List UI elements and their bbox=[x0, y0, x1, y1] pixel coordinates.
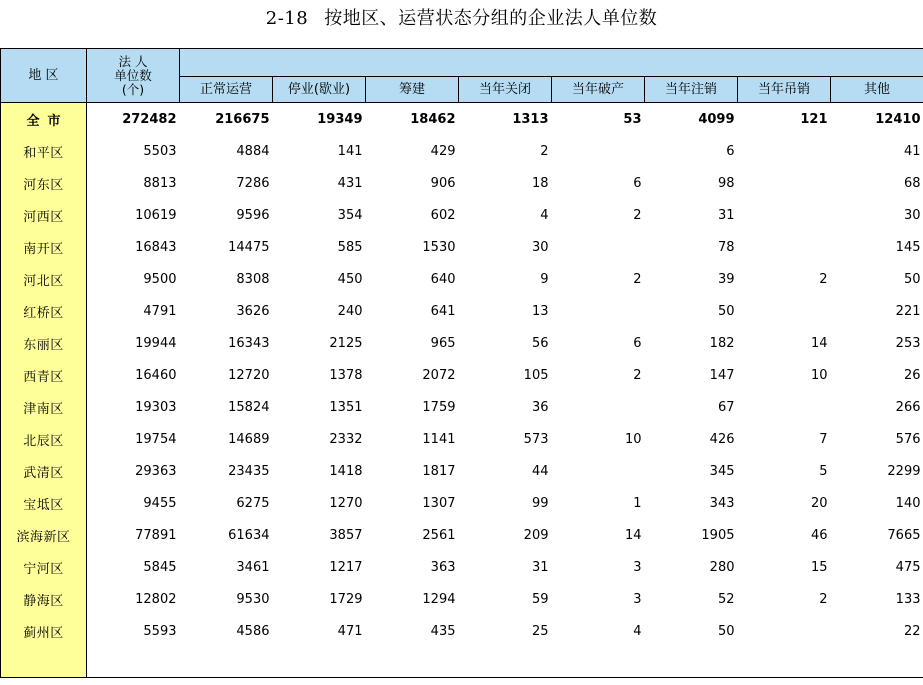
cell-closed: 36 bbox=[531, 399, 549, 415]
cell-bankrupt: 4 bbox=[633, 623, 642, 639]
cell-normal: 14475 bbox=[228, 239, 270, 255]
cell-revoked bbox=[738, 295, 831, 327]
cell-other: 221 bbox=[895, 303, 921, 319]
cell-other: 576 bbox=[895, 431, 921, 447]
cell-normal: 4884 bbox=[236, 143, 270, 159]
cell-suspended: 2332 bbox=[329, 431, 363, 447]
cell-other: 22 bbox=[903, 623, 921, 639]
header-total bbox=[87, 49, 180, 103]
cell-revoked bbox=[738, 615, 831, 647]
cell-cancelled: 78 bbox=[717, 239, 735, 255]
cell-other: 41 bbox=[903, 143, 921, 159]
cell-normal: 216675 bbox=[180, 103, 273, 136]
cell-region: 河西区 bbox=[1, 199, 87, 231]
cell-revoked: 2 bbox=[819, 271, 828, 287]
cell-total: 9500 bbox=[143, 271, 177, 287]
table-title bbox=[0, 4, 923, 30]
enterprise-table bbox=[0, 48, 923, 678]
cell-bankrupt bbox=[552, 231, 645, 263]
cell-total: 19944 bbox=[135, 335, 177, 351]
cell-bankrupt bbox=[552, 295, 645, 327]
header-col-closed: 当年关闭 bbox=[459, 77, 552, 103]
table-row bbox=[1, 295, 923, 327]
cell-total: 5845 bbox=[143, 559, 177, 575]
cell-region: 宝坻区 bbox=[1, 487, 87, 519]
cell-bankrupt: 14 bbox=[624, 527, 642, 543]
cell-normal: 15824 bbox=[228, 399, 270, 415]
cell-preparing: 1141 bbox=[422, 431, 456, 447]
cell-bankrupt: 2 bbox=[633, 271, 642, 287]
header-total-line3: (个) bbox=[121, 81, 145, 97]
header-col-cancelled: 当年注销 bbox=[645, 77, 738, 103]
cell-suspended: 471 bbox=[337, 623, 363, 639]
cell-preparing: 1759 bbox=[422, 399, 456, 415]
cell-region: 静海区 bbox=[1, 583, 87, 615]
cell-bankrupt: 6 bbox=[633, 175, 642, 191]
cell-other: 12410 bbox=[831, 103, 923, 136]
cell-closed: 4 bbox=[540, 207, 549, 223]
cell-normal: 3626 bbox=[236, 303, 270, 319]
cell-normal: 8308 bbox=[236, 271, 270, 287]
cell-total: 10619 bbox=[135, 207, 177, 223]
cell-cancelled: 50 bbox=[717, 623, 735, 639]
cell-total: 5593 bbox=[143, 623, 177, 639]
cell-cancelled: 6 bbox=[726, 143, 735, 159]
cell-preparing: 2072 bbox=[422, 367, 456, 383]
cell-bankrupt: 3 bbox=[633, 591, 642, 607]
cell-revoked: 5 bbox=[819, 463, 828, 479]
cell-normal: 12720 bbox=[228, 367, 270, 383]
cell-total: 5503 bbox=[143, 143, 177, 159]
table-row bbox=[1, 359, 923, 391]
cell-cancelled: 31 bbox=[717, 207, 735, 223]
cell-cancelled: 4099 bbox=[645, 103, 738, 136]
cell-preparing: 1294 bbox=[422, 591, 456, 607]
cell-other: 7665 bbox=[887, 527, 921, 543]
header-region: 地 区 bbox=[1, 49, 87, 103]
cell-revoked: 10 bbox=[810, 367, 828, 383]
cell-closed: 1313 bbox=[459, 103, 552, 136]
cell-total: 4791 bbox=[143, 303, 177, 319]
cell-revoked: 2 bbox=[819, 591, 828, 607]
cell-preparing: 602 bbox=[430, 207, 456, 223]
cell-cancelled: 147 bbox=[709, 367, 735, 383]
cell-preparing: 435 bbox=[430, 623, 456, 639]
cell-suspended: 3857 bbox=[329, 527, 363, 543]
cell-region: 东丽区 bbox=[1, 327, 87, 359]
cell-preparing: 2561 bbox=[422, 527, 456, 543]
cell-region: 河东区 bbox=[1, 167, 87, 199]
header-col-other: 其他 bbox=[831, 77, 923, 103]
cell-closed: 44 bbox=[531, 463, 549, 479]
cell-bankrupt: 2 bbox=[633, 207, 642, 223]
cell-bankrupt: 1 bbox=[633, 495, 642, 511]
table-row bbox=[1, 551, 923, 583]
table-row-total bbox=[1, 103, 923, 136]
cell-normal: 23435 bbox=[228, 463, 270, 479]
table-row bbox=[1, 199, 923, 231]
cell-bankrupt: 6 bbox=[633, 335, 642, 351]
cell-region: 红桥区 bbox=[1, 295, 87, 327]
cell-closed: 2 bbox=[540, 143, 549, 159]
cell-revoked bbox=[738, 167, 831, 199]
cell-other: 266 bbox=[895, 399, 921, 415]
cell-preparing: 906 bbox=[430, 175, 456, 191]
cell-other: 30 bbox=[903, 207, 921, 223]
cell-closed: 31 bbox=[531, 559, 549, 575]
table-header bbox=[1, 49, 923, 103]
cell-preparing: 429 bbox=[430, 143, 456, 159]
cell-suspended: 1729 bbox=[329, 591, 363, 607]
table-row bbox=[1, 519, 923, 551]
cell-preparing: 965 bbox=[430, 335, 456, 351]
cell-bankrupt: 3 bbox=[633, 559, 642, 575]
table-row bbox=[1, 615, 923, 647]
table-number: 2-18 bbox=[265, 8, 309, 29]
cell-total: 19303 bbox=[135, 399, 177, 415]
cell-region: 津南区 bbox=[1, 391, 87, 423]
cell-normal: 61634 bbox=[228, 527, 270, 543]
cell-other: 50 bbox=[903, 271, 921, 287]
cell-closed: 99 bbox=[531, 495, 549, 511]
table-row bbox=[1, 423, 923, 455]
cell-cancelled: 67 bbox=[717, 399, 735, 415]
cell-suspended: 450 bbox=[337, 271, 363, 287]
cell-total: 8813 bbox=[143, 175, 177, 191]
header-col-preparing: 筹建 bbox=[366, 77, 459, 103]
header-status-group bbox=[180, 49, 923, 77]
cell-total: 77891 bbox=[135, 527, 177, 543]
header-col-normal: 正常运营 bbox=[180, 77, 273, 103]
cell-closed: 56 bbox=[531, 335, 549, 351]
cell-total: 272482 bbox=[87, 103, 180, 136]
cell-bankrupt: 53 bbox=[552, 103, 645, 136]
cell-closed: 105 bbox=[523, 367, 549, 383]
cell-cancelled: 39 bbox=[717, 271, 735, 287]
cell-other: 145 bbox=[895, 239, 921, 255]
cell-closed: 209 bbox=[523, 527, 549, 543]
cell-cancelled: 343 bbox=[709, 495, 735, 511]
cell-suspended: 354 bbox=[337, 207, 363, 223]
cell-revoked: 14 bbox=[810, 335, 828, 351]
cell-preparing: 1817 bbox=[422, 463, 456, 479]
cell-revoked: 7 bbox=[819, 431, 828, 447]
cell-bankrupt: 2 bbox=[633, 367, 642, 383]
cell-region: 西青区 bbox=[1, 359, 87, 391]
cell-normal: 3461 bbox=[236, 559, 270, 575]
cell-preparing: 1530 bbox=[422, 239, 456, 255]
table-row bbox=[1, 583, 923, 615]
cell-total: 16843 bbox=[135, 239, 177, 255]
table-row bbox=[1, 263, 923, 295]
cell-revoked bbox=[738, 231, 831, 263]
cell-cancelled: 1905 bbox=[701, 527, 735, 543]
cell-other: 253 bbox=[895, 335, 921, 351]
header-col-bankrupt: 当年破产 bbox=[552, 77, 645, 103]
cell-revoked bbox=[738, 391, 831, 423]
cell-other: 68 bbox=[903, 175, 921, 191]
cell-closed: 9 bbox=[540, 271, 549, 287]
cell-other: 26 bbox=[903, 367, 921, 383]
cell-revoked bbox=[738, 199, 831, 231]
cell-other: 133 bbox=[895, 591, 921, 607]
cell-preparing: 363 bbox=[430, 559, 456, 575]
cell-cancelled: 182 bbox=[709, 335, 735, 351]
cell-region: 北辰区 bbox=[1, 423, 87, 455]
cell-suspended: 585 bbox=[337, 239, 363, 255]
cell-suspended: 141 bbox=[337, 143, 363, 159]
header-col-revoked: 当年吊销 bbox=[738, 77, 831, 103]
cell-preparing: 18462 bbox=[366, 103, 459, 136]
cell-normal: 9596 bbox=[236, 207, 270, 223]
cell-closed: 25 bbox=[531, 623, 549, 639]
cell-suspended: 1351 bbox=[329, 399, 363, 415]
cell-normal: 4586 bbox=[236, 623, 270, 639]
table-row bbox=[1, 391, 923, 423]
cell-suspended: 431 bbox=[337, 175, 363, 191]
table-row bbox=[1, 455, 923, 487]
table-row bbox=[1, 231, 923, 263]
cell-bankrupt: 10 bbox=[624, 431, 642, 447]
table-row bbox=[1, 167, 923, 199]
cell-normal: 16343 bbox=[228, 335, 270, 351]
cell-cancelled: 345 bbox=[709, 463, 735, 479]
cell-bankrupt bbox=[552, 135, 645, 167]
cell-total: 19754 bbox=[135, 431, 177, 447]
cell-total: 16460 bbox=[135, 367, 177, 383]
cell-closed: 18 bbox=[531, 175, 549, 191]
table-title-text: 按地区、运营状态分组的企业法人单位数 bbox=[324, 8, 658, 29]
cell-revoked: 20 bbox=[810, 495, 828, 511]
cell-closed: 30 bbox=[531, 239, 549, 255]
cell-region: 和平区 bbox=[1, 135, 87, 167]
cell-normal: 14689 bbox=[228, 431, 270, 447]
cell-region: 滨海新区 bbox=[1, 519, 87, 551]
cell-empty bbox=[87, 647, 923, 678]
table-row bbox=[1, 487, 923, 519]
cell-other: 140 bbox=[895, 495, 921, 511]
header-col-suspended: 停业(歇业) bbox=[273, 77, 366, 103]
cell-region: 河北区 bbox=[1, 263, 87, 295]
table-body bbox=[1, 103, 923, 678]
cell-suspended: 1418 bbox=[329, 463, 363, 479]
cell-other: 475 bbox=[895, 559, 921, 575]
cell-suspended: 1270 bbox=[329, 495, 363, 511]
cell-preparing: 641 bbox=[430, 303, 456, 319]
cell-region-empty bbox=[1, 647, 87, 678]
cell-cancelled: 52 bbox=[717, 591, 735, 607]
cell-region: 武清区 bbox=[1, 455, 87, 487]
cell-total: 12802 bbox=[135, 591, 177, 607]
header-total-line1: 法 人 bbox=[118, 53, 148, 69]
cell-revoked: 46 bbox=[810, 527, 828, 543]
cell-region: 蓟州区 bbox=[1, 615, 87, 647]
cell-suspended: 1217 bbox=[329, 559, 363, 575]
cell-cancelled: 98 bbox=[717, 175, 735, 191]
cell-closed: 59 bbox=[531, 591, 549, 607]
cell-closed: 573 bbox=[523, 431, 549, 447]
table-row bbox=[1, 327, 923, 359]
cell-cancelled: 280 bbox=[709, 559, 735, 575]
cell-revoked: 121 bbox=[738, 103, 831, 136]
cell-revoked bbox=[738, 135, 831, 167]
table-row bbox=[1, 135, 923, 167]
cell-region: 全市 bbox=[1, 103, 87, 136]
cell-suspended: 1378 bbox=[329, 367, 363, 383]
cell-suspended: 240 bbox=[337, 303, 363, 319]
cell-bankrupt bbox=[552, 455, 645, 487]
cell-closed: 13 bbox=[531, 303, 549, 319]
cell-total: 29363 bbox=[135, 463, 177, 479]
cell-cancelled: 426 bbox=[709, 431, 735, 447]
cell-normal: 9530 bbox=[236, 591, 270, 607]
cell-region: 南开区 bbox=[1, 231, 87, 263]
cell-bankrupt bbox=[552, 391, 645, 423]
header-total-line2: 单位数 bbox=[114, 67, 152, 83]
table-filler-row bbox=[1, 647, 923, 678]
cell-total: 9455 bbox=[143, 495, 177, 511]
cell-other: 2299 bbox=[887, 463, 921, 479]
cell-normal: 6275 bbox=[236, 495, 270, 511]
cell-cancelled: 50 bbox=[717, 303, 735, 319]
cell-suspended: 2125 bbox=[329, 335, 363, 351]
cell-preparing: 1307 bbox=[422, 495, 456, 511]
cell-region: 宁河区 bbox=[1, 551, 87, 583]
cell-suspended: 19349 bbox=[273, 103, 366, 136]
cell-revoked: 15 bbox=[810, 559, 828, 575]
cell-preparing: 640 bbox=[430, 271, 456, 287]
cell-normal: 7286 bbox=[236, 175, 270, 191]
